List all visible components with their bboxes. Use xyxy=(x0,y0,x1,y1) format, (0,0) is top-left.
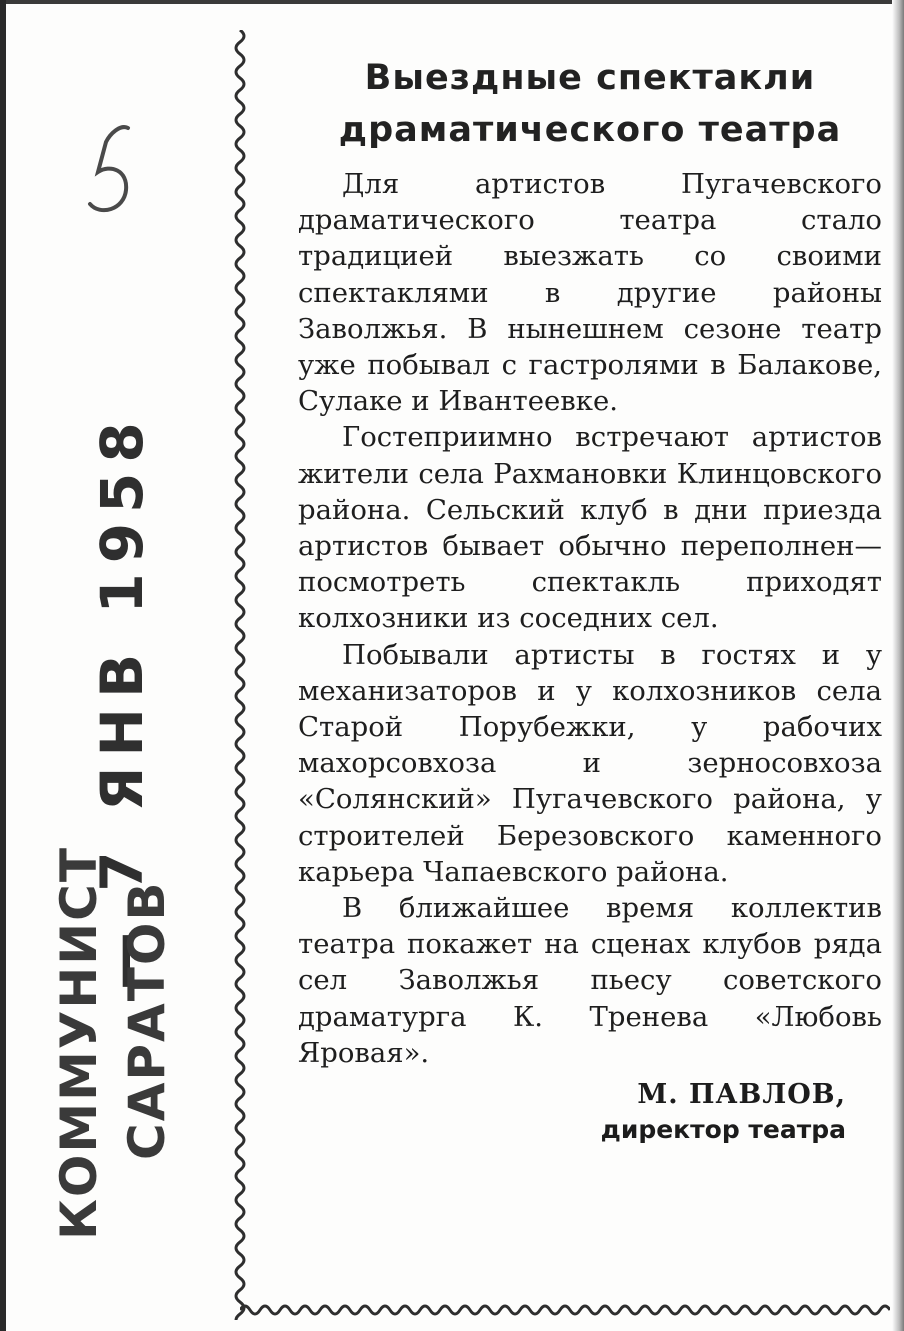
headline-line-1: Выездные спектакли xyxy=(364,58,816,98)
article-paragraph-4: В ближайшее время коллектив театра покажет на сценах клубов ряда сел Заволжья пьесу советского драматурга К. Тренева «Любовь Яровая». xyxy=(298,892,882,1069)
author-name: М. ПАВЛОВ, xyxy=(637,1079,846,1111)
article-paragraph-3: Побывали артисты в гостях и у механизаторов и у колхозников села Старой Порубежки, у рабочих махорсовхоза и зерносовхоза «Солянский» Пугачевского района, у строителей Березовского каменного карьера Чапаевского района. xyxy=(298,638,882,888)
article-headline xyxy=(298,52,882,156)
article xyxy=(298,52,882,1147)
stamp-date: — 7 ЯНВ 1958 xyxy=(88,412,156,990)
stamp-newspaper-name-line2: САРАТОВ xyxy=(118,880,176,1160)
article-paragraph-1: Для артистов Пугачевского драматического театра стало традицией выезжать со своими спектаклями в другие районы Заволжья. В нынешнем сезоне театр уже побывал с гастролями в Балакове, Сулаке и Ивантеевке. xyxy=(298,168,882,418)
wavy-cut-border xyxy=(228,30,252,1320)
author-title: директор театра xyxy=(600,1115,846,1145)
article-paragraph-2: Гостеприимно встречают артистов жители села Рахмановки Клинцовского района. Сельский клуб в дни приезда артистов бывает обычно переполнен—посмотреть спектакль приходят колхозники из соседних сел. xyxy=(298,421,882,635)
headline-line-2: драматического театра xyxy=(338,110,842,150)
scan-right-edge xyxy=(892,0,904,1331)
stamp-newspaper-name-line1: КОММУНИСТ xyxy=(50,846,108,1240)
article-body xyxy=(298,166,882,1071)
scan-left-edge xyxy=(0,0,6,1331)
bottom-cut-border xyxy=(240,1300,890,1320)
